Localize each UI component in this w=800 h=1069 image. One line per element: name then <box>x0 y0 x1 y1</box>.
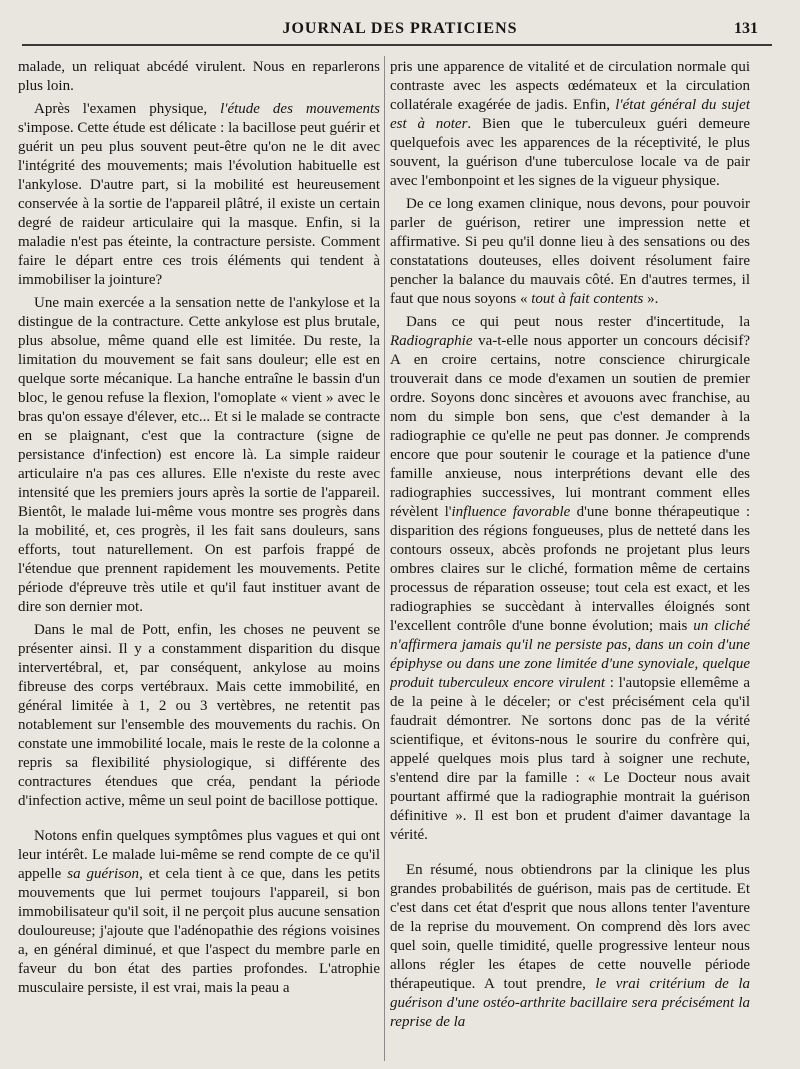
paragraph-gap <box>18 815 380 827</box>
paragraph <box>18 621 380 811</box>
text-run: De ce long examen clinique, nous devons, pour pouvoir parler de guérison, retirer une impression nette et affirmative. Si peu qu'il donne lieu à des sensations ou des constatations douteuses, elles doivent résolument faire pencher la balance du mauvais côté. En d'autres termes, il faut que nous soyons « <box>390 196 750 307</box>
italic-run: le vrai critérium de la guérison d'une ostéo-arthrite bacillaire sera précisément la reprise de la <box>390 976 750 1030</box>
italic-run: Radiographie <box>390 333 473 349</box>
journal-title: JOURNAL DES PRATICIENS <box>282 20 518 37</box>
text-run: , et cela tient à ce que, dans les petits mouvements que lui permet toujours l'appareil, si bon immobilisateur qu'il soit, il ne perçoit plus aucune sensation douloureuse; j'ajoute que l'adénopathie des régions voisines a, en général diminué, et que l'aspect du membre parle en faveur du bon état des parties profondes. L'atrophie musculaire persiste, il est vrai, mais la peau a <box>18 866 380 996</box>
paragraph <box>18 100 380 290</box>
paragraph: malade, un reliquat abcédé virulent. Nous en reparlerons plus loin. <box>18 59 380 94</box>
italic-run: un cliché n'affirmera jamais qu'il ne persiste pas, dans un coin d'une épiphyse ou dans une zone limitée d'une synoviale, quelque produit tuberculeux encore virulent <box>390 618 750 691</box>
italic-run: influence favorable <box>451 504 571 520</box>
right-column <box>390 58 750 1063</box>
paragraph <box>18 827 380 998</box>
paragraph <box>18 294 380 617</box>
text-run: va-t-elle nous apporter un concours décisif? A en croire certains, notre conscience chirurgicale trouverait dans ce mode d'examen un soutien de premier ordre. Soyons donc sincères et avouons avec franchise, au nom du simple bon sens, que c'est demander à la radiographie ce qu'elle ne peut pas donner. Je comprends encore que pour soutenir le courage et la patience d'une famille anxieuse, nous interprétions devant elle des radiographies successives, lui montrant comment elles révèlent l' <box>390 333 750 520</box>
text-run: Notons enfin quelques symptômes plus vagues et qui ont leur intérêt. Le malade lui-même se rend compte de ce qu'il appelle <box>18 828 380 882</box>
text-run: Après l'examen physique, <box>34 101 221 117</box>
paragraph <box>390 861 750 1032</box>
page-header <box>20 18 780 44</box>
text-run: Une main exercée a la sensation nette de l'ankylose et la distingue de la contracture. Cette ankylose est plus brutale, plus absolue, même quand elle est limitée. Du reste, la limitation du mouvement se fait sans douleur; elle est en quelque sorte mécanique. La hanche entraîne le bassin d'un bloc, le genou refuse la flexion, l'omoplate « vient » avec le bras qu'on essaye d'élever, etc... Et si le malade se contracte en se plaignant, c'est que la contracture (signe de persistance d'infection) est encore là. La simple raideur articulaire n'a pas ces allures. Elle n'existe du reste avec intensité que les premiers jours après la sortie de l'appareil. Bientôt, le malade lui-même vous montre ses progrès dans la mobilité, et, ces progrès, il les fait sans douleurs, sans efforts, tout naturellement. On est parfois frappé de l'étendue que prennent rapidement les mouvements. Petite période d'épreuve très utile et qu'il faut instituer avant de dire son dernier mot. <box>18 295 380 615</box>
paragraph <box>390 195 750 309</box>
text-run: : l'autopsie ellemême a de la peine à le déceler; or c'est précisément cela qu'il faudrait démontrer. Ne sortons donc pas de la vérité scientifique, et évitons-nous le sourire du confrère qui, appelé quelques mois plus tard à soigner une rechute, s'entend dire par la famille : « Le Docteur nous avait pourtant affirmé que la radiographie montrait la guérison définitive ». Il est bon et prudent d'aimer davantage la vérité. <box>390 675 750 843</box>
paragraph <box>390 313 750 845</box>
text-run: d'une bonne thérapeutique : disparition des régions fongueuses, plus de netteté dans les contours osseux, abcès profonds ne projetant plus leurs ombres claires sur le cliché, formation même de certains processus de réparation osseuse; tout cela est exact, et les radiographies se succèdant à intervalles éloignés sont l'excellent contrôle d'une bonne évolution; mais <box>390 504 750 634</box>
left-column <box>18 58 380 1063</box>
text-run: Dans le mal de Pott, enfin, les choses ne peuvent se présenter ainsi. Il y a constamment disparition du disque intervertébral, et, par conséquent, ankylose au moins fibreuse des corps vertébraux. Mais cette immobilité, en général limitée à 1, 2 ou 3 vertèbres, ne retentit pas notablement sur l'ensemble des mouvements du rachis. On constate une immobilité locale, mais le reste de la colonne a repris sa flexibilité physiologique, si différente des contractures étendues que créa, pendant la période d'infection active, même un seul point de bacillose pottique. <box>18 622 380 809</box>
text-run: En résumé, nous obtiendrons par la clinique les plus grandes probabilités de guérison, mais pas de certitude. Et c'est dans cet état d'esprit que nous allons tenter l'aventure de la reprise du mouvement. On comprend dès lors avec quel soin, quelle timidité, quelle progressive lenteur nous allons régler les étapes de cette nouvelle période thérapeutique. A tout prendre, <box>390 862 750 992</box>
italic-run: tout à fait contents <box>531 291 644 307</box>
italic-run: l'étude des mouvements <box>220 101 380 117</box>
italic-run: l'état général du sujet est à noter <box>390 97 750 132</box>
text-run: ». <box>643 291 659 307</box>
column-divider <box>384 56 385 1061</box>
italic-run: sa guérison <box>67 866 140 882</box>
text-run: Dans ce qui peut nous rester d'incertitude, la <box>406 314 750 330</box>
paragraph <box>390 58 750 191</box>
text-run: . Bien que le tuberculeux guéri demeure quelquefois avec les apparences de la réceptivité, le plus souvent, la guérison d'une tuberculose locale va de pair avec l'embonpoint et les signes de la vigueur physique. <box>390 116 750 189</box>
text-run: pris une apparence de vitalité et de circulation normale qui contraste avec les aspects œdémateux et la circulation collatérale exagérée de jadis. Enfin, <box>390 59 750 113</box>
text-run: s'impose. Cette étude est délicate : la bacillose peut guérir et guérit un peu plus souvent peut-être qu'on ne le dit avec l'intégrité des mouvements; mais l'évolution habituelle est l'ankylose. D'autre part, si la mobilité est heureusement conservée à la sortie de l'appareil plâtré, il existe un certain degré de raideur articulaire qui la masque. Enfin, si la maladie n'est pas éteinte, la contracture persiste. Comment faire le départ entre ces trois éléments qui tendent à immobiliser la jointure? <box>18 120 380 288</box>
header-rule <box>22 44 772 46</box>
page-number: 131 <box>734 20 758 37</box>
paragraph-gap <box>390 849 750 861</box>
